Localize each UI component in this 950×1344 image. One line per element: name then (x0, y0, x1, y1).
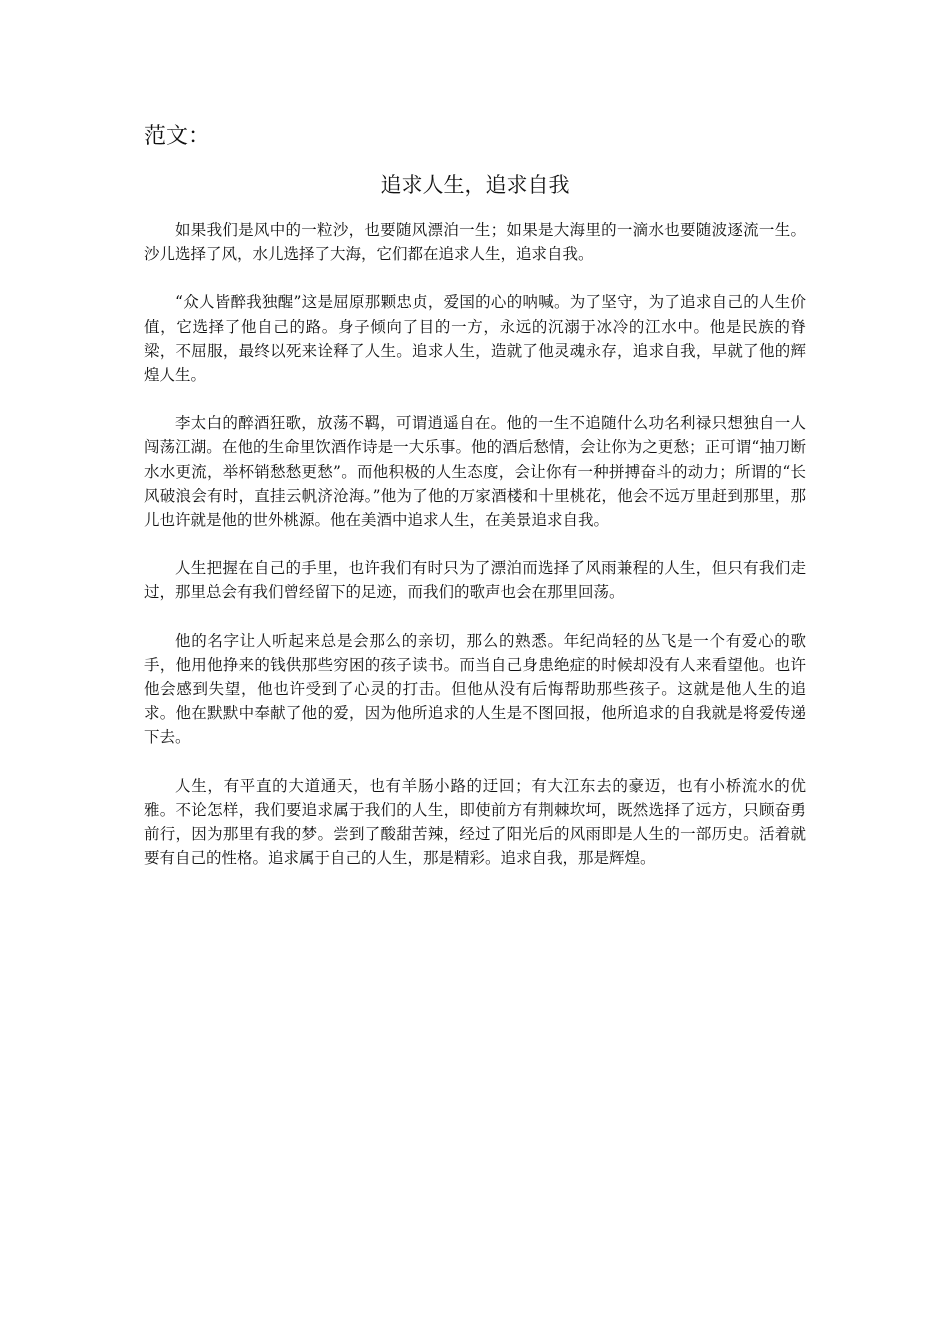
paragraph-6: 人生，有平直的大道通天，也有羊肠小路的迂回；有大江东去的豪迈，也有小桥流水的优雅。不论怎样，我们要追求属于我们的人生，即使前方有荆棘坎坷，既然选择了远方，只顾奋勇前行，因为那里有我的梦。尝到了酸甜苦辣，经过了阳光后的风雨即是人生的一部历史。活着就要有自己的性格。追求属于自己的人生，那是精彩。追求自我，那是辉煌。 (144, 776, 806, 868)
paragraph-2: “众人皆醉我独醒”这是屈原那颗忠贞，爱国的心的呐喊。为了坚守，为了追求自己的人生价值，它选择了他自己的路。身子倾向了目的一方，永远的沉溺于冰冷的江水中。他是民族的脊梁，不屈服，最终以死来诠释了人生。追求人生，造就了他灵魂永存，追求自我，早就了他的辉煌人生。 (144, 293, 806, 385)
paragraph-4: 人生把握在自己的手里，也许我们有时只为了漂泊而选择了风雨兼程的人生，但只有我们走过，那里总会有我们曾经留下的足迹，而我们的歌声也会在那里回荡。 (144, 559, 806, 602)
essay-title: 追求人生，追求自我 (380, 173, 570, 197)
paragraph-5: 他的名字让人听起来总是会那么的亲切，那么的熟悉。年纪尚轻的丛飞是一个有爱心的歌手，他用他挣来的钱供那些穷困的孩子读书。而当自己身患绝症的时候却没有人来看望他。也许他会感到失望，他也许受到了心灵的打击。但他从没有后悔帮助那些孩子。这就是他人生的追求。他在默默中奉献了他的爱，因为他所追求的人生是不图回报，他所追求的自我就是将爱传递下去。 (144, 631, 806, 747)
paragraph-1: 如果我们是风中的一粒沙，也要随风漂泊一生；如果是大海里的一滴水也要随波逐流一生。沙儿选择了风，水儿选择了大海，它们都在追求人生，追求自我。 (144, 221, 806, 264)
essay-body (144, 218, 806, 894)
paragraph-3: 李太白的醉酒狂歌，放荡不羁，可谓逍遥自在。他的一生不追随什么功名利禄只想独自一人闯荡江湖。在他的生命里饮酒作诗是一大乐事。他的酒后愁情，会让你为之更愁；正可谓“抽刀断水水更流，举杯销愁愁更愁”。而他积极的人生态度，会让你有一种拼搏奋斗的动力；所谓的“长风破浪会有时，直挂云帆济沧海。”他为了他的万家酒楼和十里桃花，他会不远万里赶到那里，那儿也许就是他的世外桃源。他在美酒中追求人生，在美景追求自我。 (144, 414, 806, 530)
section-label: 范文： (144, 124, 211, 149)
